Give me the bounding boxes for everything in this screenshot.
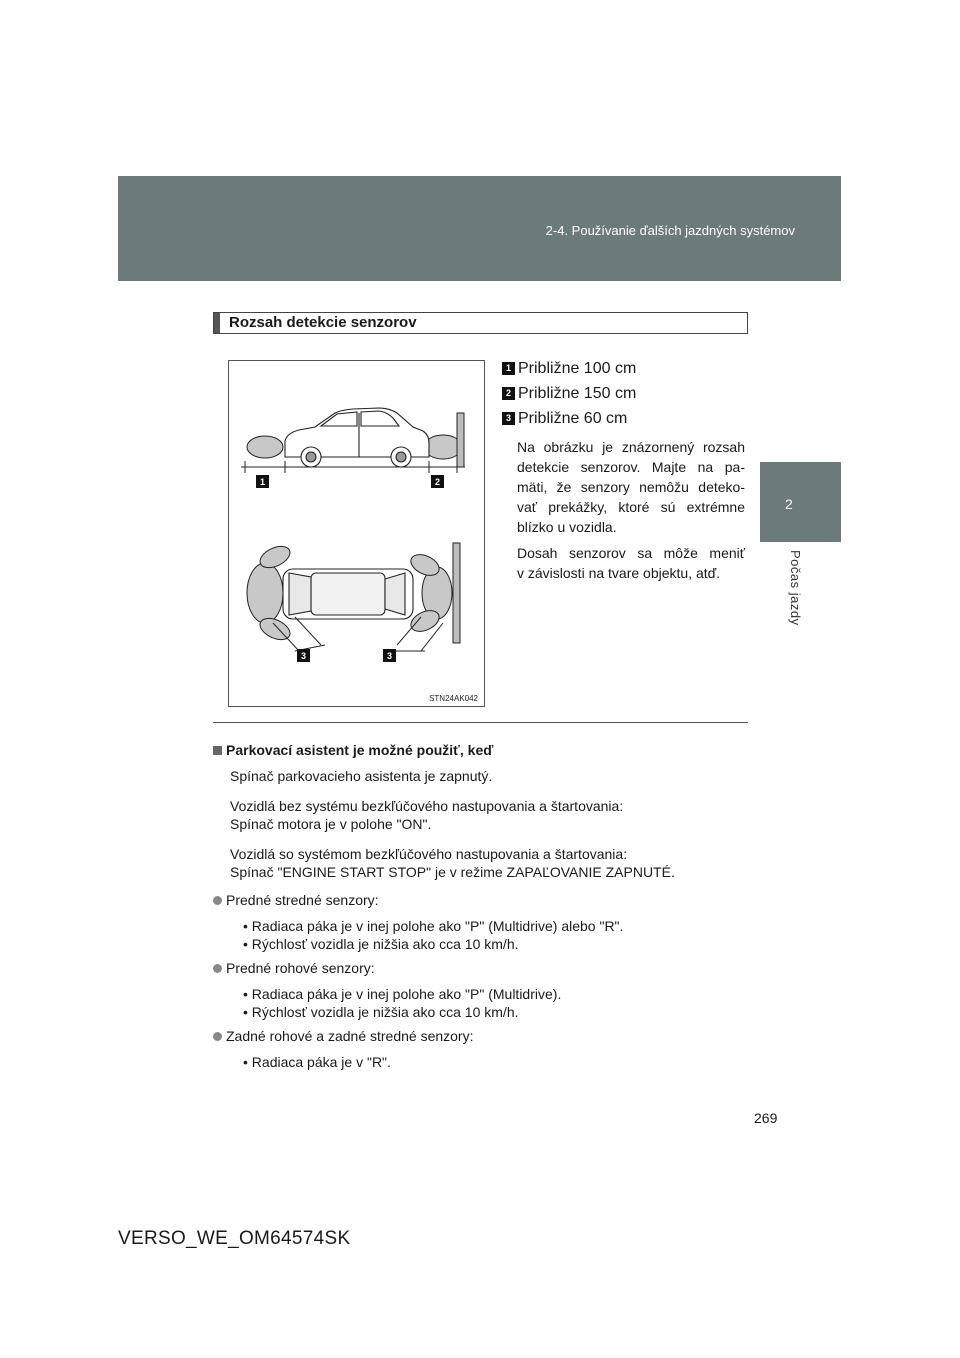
- condition-line: Vozidlá bez systému bezkľúčového nastupovania a štartovania:: [230, 798, 624, 814]
- legend-item: [502, 406, 752, 431]
- obstacle-wall-side: [457, 413, 464, 467]
- marker-1-label: 1: [259, 477, 266, 487]
- sensor-group-title: Zadné rohové a zadné stredné senzory:: [226, 1028, 474, 1044]
- sensor-group: [213, 1026, 474, 1046]
- legend-item: [502, 356, 752, 381]
- sensor-range-illustration: [229, 361, 486, 708]
- legend-item: [502, 381, 752, 406]
- sensor-group-condition: • Rýchlosť vozidla je nižšia ako cca 10 km/h.: [243, 936, 519, 952]
- header-band: [118, 176, 841, 281]
- legend-text: Približne 150 cm: [518, 384, 637, 402]
- chapter-tab: [760, 462, 841, 542]
- sensor-group-condition: • Radiaca páka je v inej polohe ako "P" (Multidrive) alebo "R".: [243, 918, 624, 934]
- sensor-group: [213, 890, 379, 910]
- chapter-tab-number: 2: [785, 496, 793, 512]
- obstacle-wall-top: [453, 543, 460, 643]
- condition-line: Spínač "ENGINE START STOP" je v režime ZAPAĽOVANIE ZAPNUTÉ.: [230, 864, 675, 880]
- legend-number: 3: [502, 412, 515, 425]
- section-title-bar: [214, 313, 220, 333]
- section-title: [213, 312, 748, 334]
- sensor-group: [213, 958, 375, 978]
- circle-bullet-icon: [213, 896, 222, 905]
- note-line: Dosah senzorov sa môže meniť: [517, 545, 745, 561]
- note-line: mäti, že senzory nemôžu deteko-: [517, 479, 745, 495]
- note-paragraph-1: [517, 437, 745, 537]
- condition-line: Spínač motora je v polohe "ON".: [230, 816, 432, 832]
- document-code: VERSO_WE_OM64574SK: [118, 1228, 351, 1249]
- conditions-heading-text: Parkovací asistent je možné použiť, keď: [226, 742, 494, 758]
- sensor-group-condition: • Radiaca páka je v inej polohe ako "P" (Multidrive).: [243, 986, 562, 1002]
- legend: [502, 356, 752, 431]
- circle-bullet-icon: [213, 1032, 222, 1041]
- sensor-group-condition: • Radiaca páka je v "R".: [243, 1054, 391, 1070]
- front-detection-zone: [424, 435, 462, 459]
- circle-bullet-icon: [213, 964, 222, 973]
- sensor-group-title: Predné stredné senzory:: [226, 892, 379, 908]
- marker-3-right-label: 3: [386, 651, 393, 661]
- sensor-range-figure: [228, 360, 485, 707]
- note-line: v závislosti na tvare objektu, atď.: [517, 565, 721, 581]
- page-number: 269: [754, 1110, 778, 1126]
- legend-text: Približne 60 cm: [518, 409, 628, 427]
- note-line: detekcie senzorov. Majte na pa-: [517, 459, 745, 475]
- marker-3-left-label: 3: [300, 651, 307, 661]
- legend-text: Približne 100 cm: [518, 359, 637, 377]
- legend-number: 1: [502, 362, 515, 375]
- sensor-group-condition: • Rýchlosť vozidla je nižšia ako cca 10 km/h.: [243, 1004, 519, 1020]
- car-top-view: [283, 569, 413, 619]
- rear-detection-zone: [247, 436, 283, 458]
- sensor-group-title: Predné rohové senzory:: [226, 960, 375, 976]
- condition-line: Spínač parkovacieho asistenta je zapnutý.: [230, 768, 493, 784]
- note-line: blízko u vozidla.: [517, 519, 617, 535]
- section-title-text: Rozsah detekcie senzorov: [229, 314, 417, 331]
- note-paragraph-2: [517, 543, 745, 583]
- condition-line: Vozidlá so systémom bezkľúčového nastupovania a štartovania:: [230, 846, 628, 862]
- chapter-title: 2-4. Používanie ďalších jazdných systémov: [545, 223, 795, 238]
- conditions-heading: [213, 740, 493, 760]
- note-line: vať prekážky, ktoré sú extrémne: [517, 499, 745, 515]
- chapter-tab-label: Počas jazdy: [788, 550, 803, 626]
- car-side-view: [285, 408, 429, 467]
- legend-number: 2: [502, 387, 515, 400]
- note-line: Na obrázku je znázornený rozsah: [517, 439, 745, 455]
- marker-2-label: 2: [434, 477, 441, 487]
- section-divider: [213, 722, 748, 723]
- figure-code: STN24AK042: [429, 694, 478, 703]
- square-bullet-icon: [213, 746, 222, 755]
